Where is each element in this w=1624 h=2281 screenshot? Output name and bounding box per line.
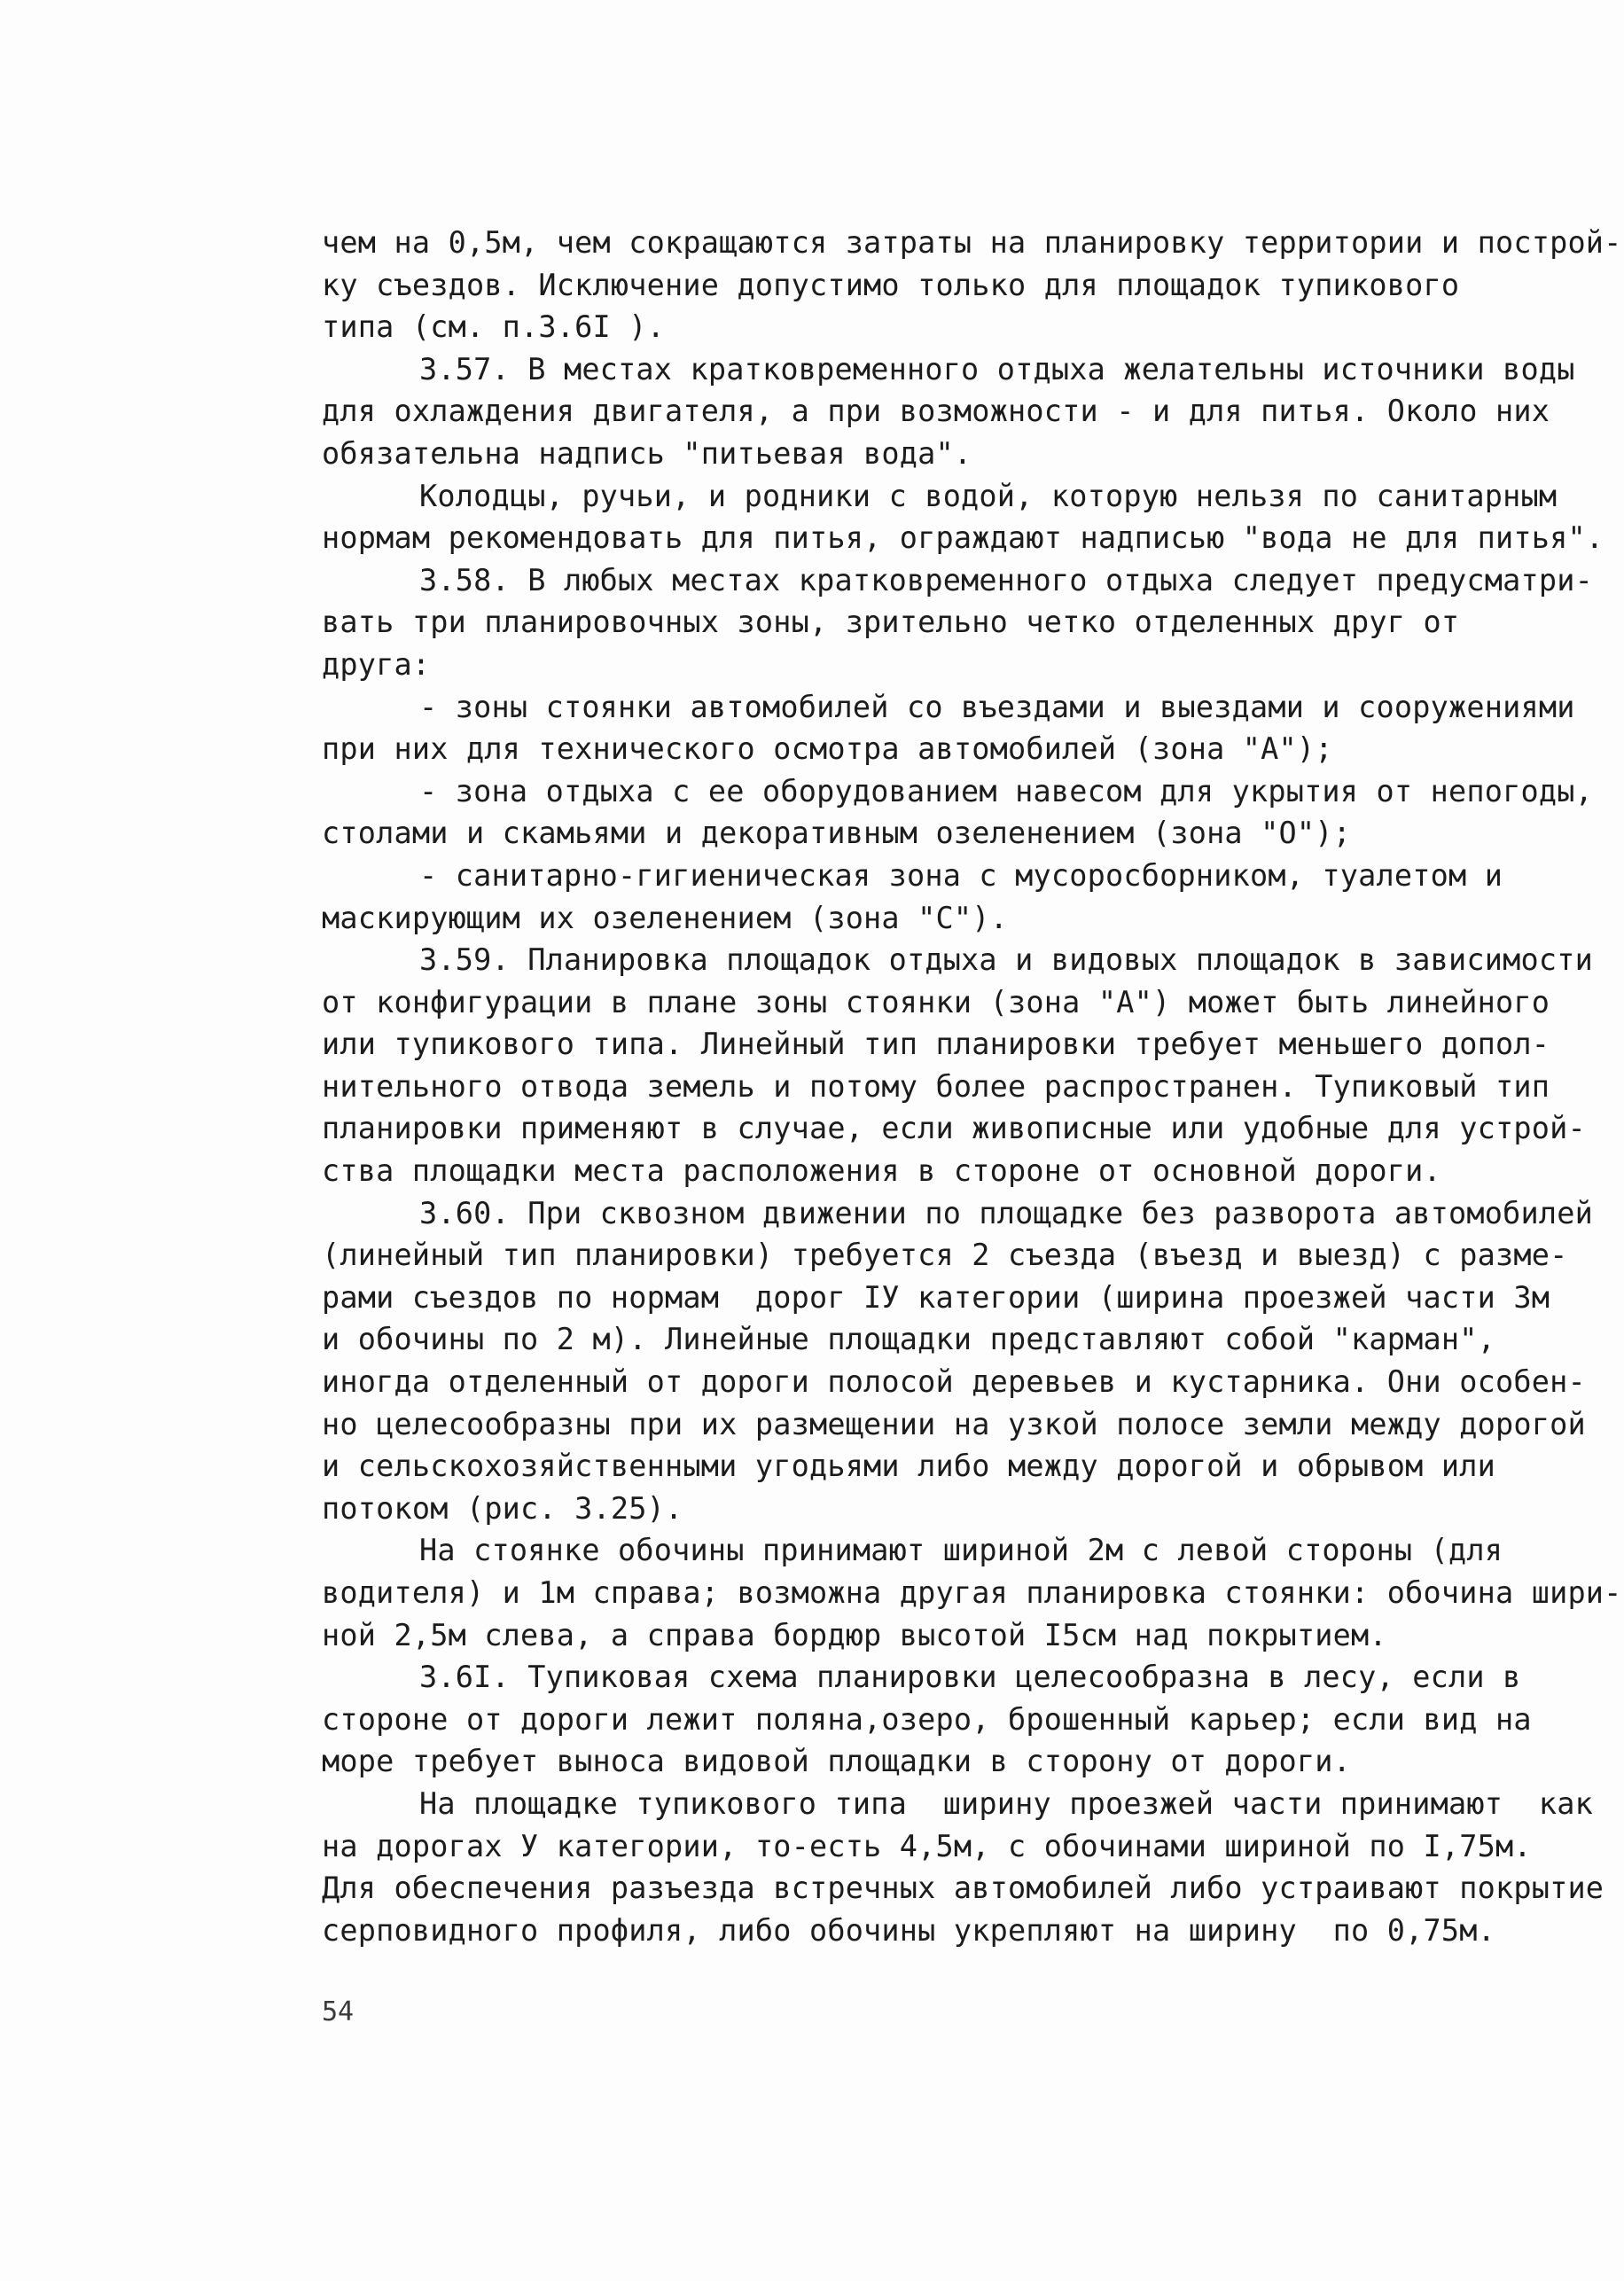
paragraph-start-line: 3.60. При сквозном движении по площадке без разворота автомобилей [419,1195,1593,1230]
text-line: но целесообразны при их размещении на узкой полосе земли между дорогой [322,1406,1586,1441]
text-line: или тупикового типа. Линейный тип планировки требует меньшего допол- [322,1027,1550,1062]
document-body [322,222,1622,1951]
text-line: Для обеспечения разъезда встречных автомобилей либо устраивают покрытие [322,1871,1604,1906]
text-line: маскирующим их озеленением (зона "С"). [322,900,1009,935]
text-line: друга: [322,646,431,682]
text-line: чем на 0,5м, чем сокращаются затраты на планировку территории и построй- [322,225,1622,260]
text-line: от конфигурации в плане зоны стоянки (зона "А") может быть линейного [322,984,1550,1019]
text-line: стороне от дороги лежит поляна,озеро, брошенный карьер; если вид на [322,1701,1532,1737]
text-line: обязательна надпись "питьевая вода". [322,435,972,471]
text-line: при них для технического осмотра автомобилей (зона "А"); [322,731,1333,767]
list-item-line: - санитарно-гигиеническая зона с мусоросборником, туалетом и [419,857,1503,893]
text-line: море требует выноса видовой площадки в сторону от дороги. [322,1744,1352,1779]
paragraph-start-line: На площадке тупикового типа ширину проезжей части принимают как [419,1785,1593,1821]
text-line: для охлаждения двигателя, а при возможности - и для питья. Около них [322,394,1550,429]
text-line: иногда отделенный от дороги полосой деревьев и кустарника. Они особен- [322,1364,1586,1400]
text-line: нормам рекомендовать для питья, ограждают надписью "вода не для питья". [322,520,1604,556]
text-line: (линейный тип планировки) требуется 2 съезда (въезд и выезд) с разме- [322,1238,1568,1273]
list-item-line: - зона отдыха с ее оборудованием навесом для укрытия от непогоды, [419,773,1593,809]
text-line: ства площадки места расположения в стороне от основной дороги. [322,1153,1441,1189]
text-line: нительного отвода земель и потому более распространен. Тупиковый тип [322,1068,1550,1104]
paragraph-start-line: Колодцы, ручьи, и родники с водой, которую нельзя по санитарным [419,478,1558,513]
page-number: 54 [322,1996,355,2027]
paragraph-start-line: На стоянке обочины принимают шириной 2м с левой стороны (для [419,1533,1503,1568]
text-line: и обочины по 2 м). Линейные площадки представляют собой "карман", [322,1322,1495,1357]
paragraph-start-line: 3.57. В местах кратковременного отдыха желательны источники воды [419,351,1575,387]
text-line: рами съездов по нормам дорог IУ категории (ширина проезжей части 3м [322,1279,1550,1315]
text-line: столами и скамьями и декоративным озеленением (зона "О"); [322,816,1352,851]
text-line: потоком (рис. 3.25). [322,1490,683,1526]
text-line: вать три планировочных зоны, зрительно четко отделенных друг от [322,605,1460,640]
text-line: серповидного профиля, либо обочины укрепляют на ширину по 0,75м. [322,1912,1495,1948]
list-item-line: - зоны стоянки автомобилей со въездами и выездами и сооружениями [419,689,1575,724]
text-line: ку съездов. Исключение допустимо только для площадок тупикового [322,267,1460,302]
paragraph-start-line: 3.6I. Тупиковая схема планировки целесообразна в лесу, если в [419,1660,1521,1695]
text-line: водителя) и 1м справа; возможна другая планировка стоянки: обочина шири- [322,1575,1622,1610]
text-line: на дорогах У категории, то-есть 4,5м, с обочинами шириной по I,75м. [322,1828,1532,1863]
paragraph-start-line: 3.58. В любых местах кратковременного отдыха следует предусматри- [419,562,1593,598]
text-line: и сельскохозяйственными угодьями либо между дорогой и обрывом или [322,1449,1495,1484]
text-line: ной 2,5м слева, а справа бордюр высотой I5см над покрытием. [322,1617,1387,1652]
text-line: планировки применяют в случае, если живописные или удобные для устрой- [322,1111,1586,1146]
text-line: типа (см. п.3.6I ). [322,309,666,345]
paragraph-start-line: 3.59. Планировка площадок отдыха и видовых площадок в зависимости [419,942,1593,978]
